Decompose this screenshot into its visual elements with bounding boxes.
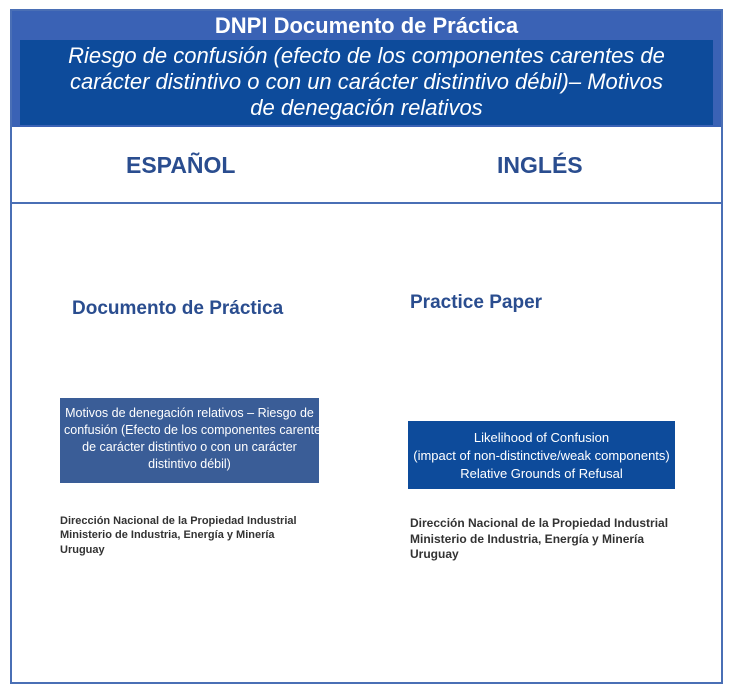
box-line: (impact of non-distinctive/weak components) <box>413 448 670 463</box>
header-banner <box>12 11 721 127</box>
org-line: Uruguay <box>410 547 459 562</box>
subject-box-english <box>408 421 675 489</box>
org-line: Dirección Nacional de la Propiedad Industrial <box>60 515 297 527</box>
box-line: Relative Grounds of Refusal <box>460 466 623 481</box>
org-line: Dirección Nacional de la Propiedad Industrial <box>410 516 669 530</box>
subtitle-line-3: de denegación relativos <box>250 95 483 120</box>
org-line: Ministerio de Industria, Energía y Minería <box>410 531 645 546</box>
box-line: Motivos de denegación relativos – Riesgo de <box>65 406 314 420</box>
org-line: Ministerio de Industria, Energía y Minería <box>60 529 275 542</box>
subtitle-line-2: carácter distintivo o con un carácter distintivo débil)– Motivos <box>69 69 664 94</box>
column-heading-english: INGLÉS <box>497 152 583 178</box>
subject-box-spanish <box>60 398 328 483</box>
subtitle-line-1: Riesgo de confusión (efecto de los componentes carentes de <box>68 43 665 68</box>
doc-title-spanish: Documento de Práctica <box>72 298 284 319</box>
page-title: DNPI Documento de Práctica <box>214 13 519 38</box>
page-subtitle <box>20 40 713 125</box>
organization-english <box>410 516 668 563</box>
header-divider <box>12 202 721 204</box>
org-line: Uruguay <box>60 543 105 556</box>
box-line: de carácter distintivo o con un carácter <box>82 440 297 454</box>
box-line: confusión (Efecto de los componentes carentes <box>64 423 328 437</box>
organization-spanish <box>60 514 297 557</box>
column-heading-spanish: ESPAÑOL <box>126 152 236 178</box>
doc-title-english: Practice Paper <box>410 292 543 313</box>
box-line: Likelihood of Confusion <box>473 430 610 445</box>
box-line: distintivo débil) <box>148 457 231 471</box>
